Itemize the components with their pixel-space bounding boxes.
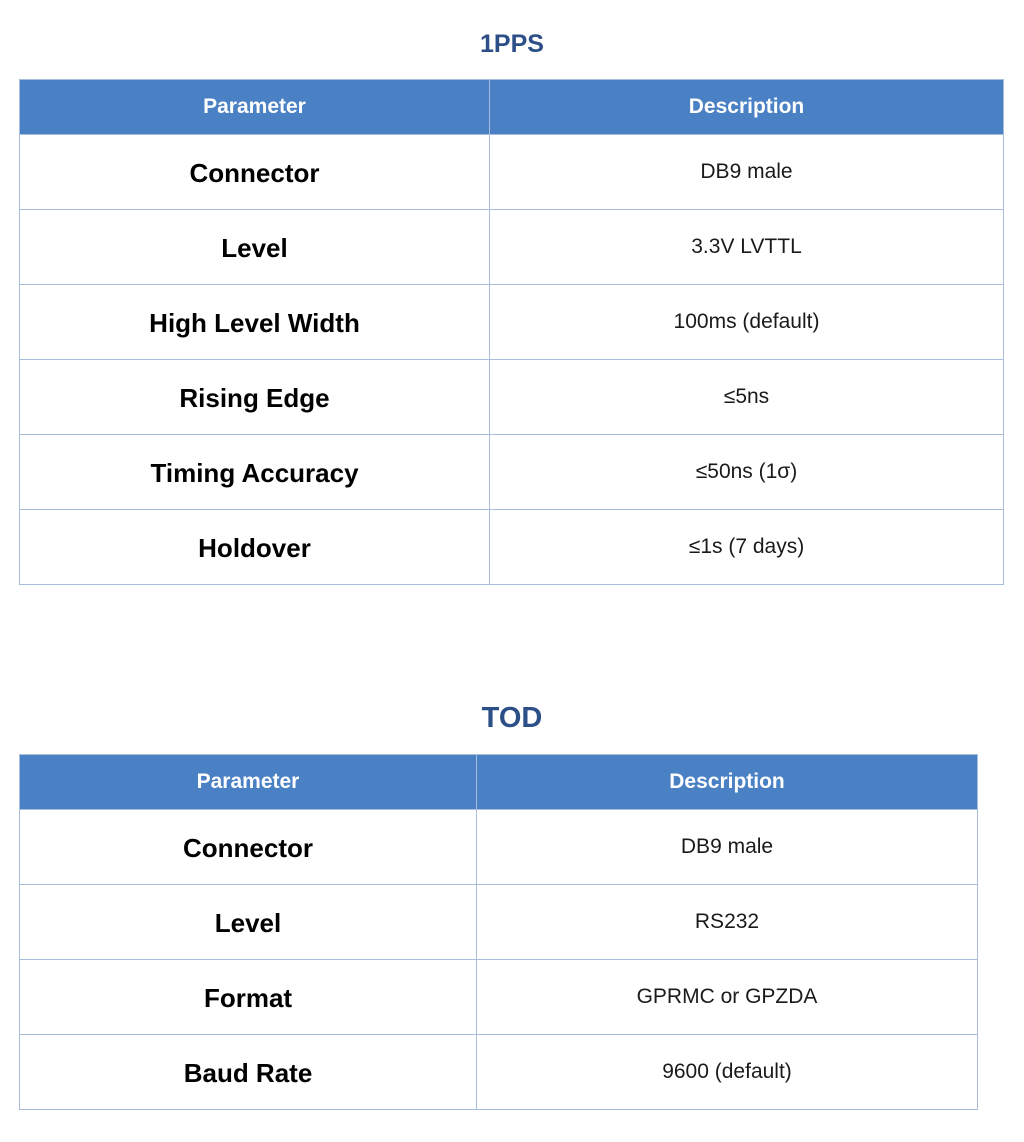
table-row [20, 210, 1004, 285]
parameter-cell: Connector [20, 810, 477, 885]
parameter-cell: Connector [20, 135, 490, 210]
column-header-description: Description [477, 755, 978, 810]
description-cell: 9600 (default) [477, 1035, 978, 1110]
description-cell: 3.3V LVTTL [490, 210, 1004, 285]
parameter-cell: Level [20, 210, 490, 285]
table-row [20, 885, 978, 960]
description-cell: ≤1s (7 days) [490, 510, 1004, 585]
parameter-cell: High Level Width [20, 285, 490, 360]
description-cell: ≤50ns (1σ) [490, 435, 1004, 510]
table-row [20, 435, 1004, 510]
description-cell: DB9 male [477, 810, 978, 885]
column-header-description: Description [490, 80, 1004, 135]
description-cell: ≤5ns [490, 360, 1004, 435]
table-row [20, 360, 1004, 435]
parameter-cell: Baud Rate [20, 1035, 477, 1110]
table-row [20, 960, 978, 1035]
table-row [20, 135, 1004, 210]
table-row [20, 810, 978, 885]
description-cell: RS232 [477, 885, 978, 960]
description-cell: 100ms (default) [490, 285, 1004, 360]
column-header-parameter: Parameter [20, 755, 477, 810]
table-header-row [20, 755, 978, 810]
spec-table-tod [19, 754, 978, 1110]
table-row [20, 1035, 978, 1110]
column-header-parameter: Parameter [20, 80, 490, 135]
table-row [20, 510, 1004, 585]
description-cell: DB9 male [490, 135, 1004, 210]
description-cell: GPRMC or GPZDA [477, 960, 978, 1035]
section-title-tod: TOD [481, 702, 543, 734]
table-row [20, 285, 1004, 360]
parameter-cell: Holdover [20, 510, 490, 585]
spec-table-1pps [19, 79, 1004, 585]
parameter-cell: Level [20, 885, 477, 960]
parameter-cell: Timing Accuracy [20, 435, 490, 510]
parameter-cell: Rising Edge [20, 360, 490, 435]
section-title-1pps: 1PPS [480, 30, 544, 58]
table-header-row [20, 80, 1004, 135]
parameter-cell: Format [20, 960, 477, 1035]
